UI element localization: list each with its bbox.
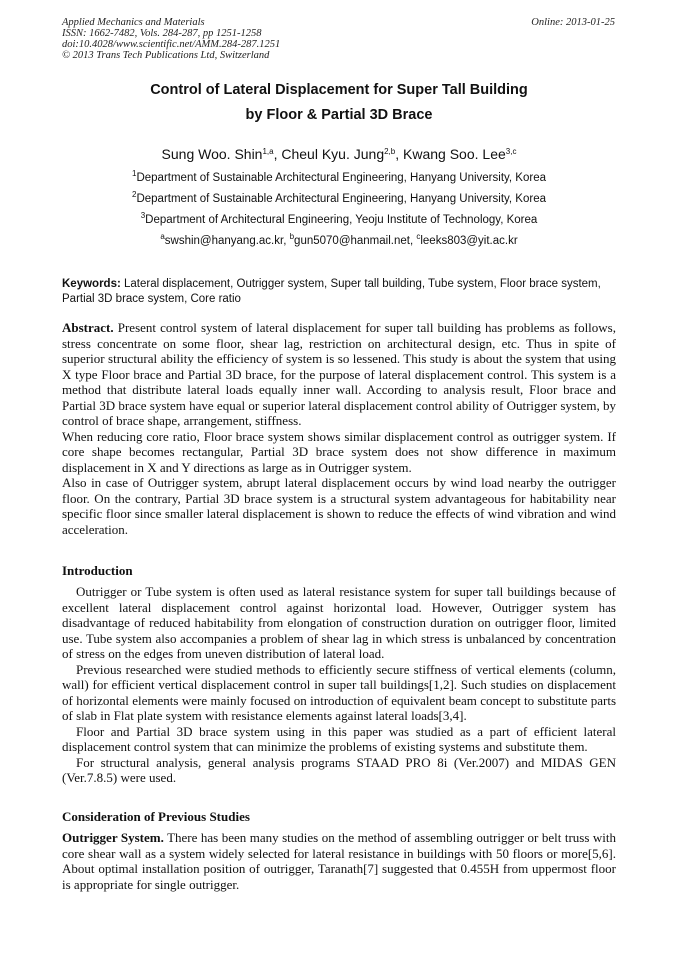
affiliation-superscript: 1 <box>132 169 137 178</box>
abstract-paragraph-2: When reducing core ratio, Floor brace system shows similar displacement control as outrigger system. If core shape becomes rectangular, Partial 3D brace system does not show difference in maximum displacement in X and Y directions as large as in Outrigger system. <box>62 428 616 475</box>
author-superscript: 2,b <box>384 147 396 156</box>
affiliation-2 <box>62 190 616 205</box>
author-list: Sung Woo. Shin$^{1,a}$, Cheul Kyu. Jung$^{2,b}$, Kwang Soo. Lee$^{3,c}$ <box>161 146 517 162</box>
paper-title-line-2: by Floor & Partial 3D Brace <box>245 107 433 123</box>
journal-name: Applied Mechanics and Materials <box>62 17 205 28</box>
affiliation-3 <box>62 211 616 226</box>
affiliation-1 <box>62 169 616 184</box>
email-superscript: b <box>289 232 295 241</box>
intro-paragraph-1: Outrigger or Tube system is often used as lateral resistance system for super tall buildings because of excellent lateral displacement control against horizontal load. However, Outrigger system has disadvantage of reduced habitability from elongation of construction duration on outrigger floor, limited use. Tube system also accompanies a problem of shear lag in which stress is unbalanced by concentration of stress on the edges from uneven distribution of lateral load. <box>62 584 616 661</box>
affiliation-text: Department of Architectural Engineering, Yeoju Institute of Technology, Korea <box>145 214 538 226</box>
author-name: Sung Woo. Shin <box>161 146 263 162</box>
copyright-line: © 2013 Trans Tech Publications Ltd, Switzerland <box>62 50 270 61</box>
previous-studies-section <box>62 830 616 892</box>
keywords-text: Lateral displacement, Outrigger system, Super tall building, Tube system, Floor brace system, Partial 3D brace system, Core ratio <box>62 278 601 305</box>
affiliation-text: Department of Sustainable Architectural Engineering, Hanyang University, Korea <box>136 172 546 184</box>
doi-line: doi:10.4028/www.scientific.net/AMM.284-287.1251 <box>62 39 281 50</box>
email-superscript: c <box>416 232 421 241</box>
previous-studies-heading: Consideration of Previous Studies <box>62 809 250 824</box>
author-superscript: 3,c <box>505 147 517 156</box>
paper-title-line-1: Control of Lateral Displacement for Super Tall Building <box>150 82 528 98</box>
email-address[interactable]: leeks803@yit.ac.kr <box>420 235 518 247</box>
issn-line: ISSN: 1662-7482, Vols. 284-287, pp 1251-1258 <box>62 28 262 39</box>
intro-paragraph-3: Floor and Partial 3D brace system using in this paper was studied as a part of efficient lateral displacement control system that can minimize the problems of existing systems and substitute them. <box>62 723 616 754</box>
online-date: Online: 2013-01-25 <box>531 17 615 28</box>
affiliation-text: Department of Sustainable Architectural Engineering, Hanyang University, Korea <box>136 193 546 205</box>
outrigger-system-label: Outrigger System. <box>62 830 164 845</box>
author-name: Kwang Soo. Lee <box>403 146 506 162</box>
email-address[interactable]: swshin@hanyang.ac.kr <box>164 235 284 247</box>
author-name: Cheul Kyu. Jung <box>281 146 385 162</box>
affiliation-superscript: 3 <box>140 211 146 220</box>
email-line: $^a$swshin@hanyang.ac.kr, $^b$gun5070@hanmail.net, $^c$leeks803@yit.ac.kr <box>160 232 518 247</box>
abstract-paragraph-3: Also in case of Outrigger system, abrupt lateral displacement occurs by wind load nearby the outrigger floor. On the contrary, Partial 3D brace system is a structural system advantageous for habitability near specific floor since smaller lateral displacement is shown to reduce the effects of wind vibration and wind acceleration. <box>62 475 616 537</box>
abstract-text-1: Present control system of lateral displacement for super tall building has problems as follows, stress concentrate on some floor, shear lag, restriction on architectural design, etc. Thus in spite of superior structural ability the efficiency of system is so lessened. This study is about the system that using X type Floor brace and Partial 3D brace, for the purpose of lateral displacement control. This system is a method that distribute lateral loads equally inner wall. According to analysis result, Floor brace and Partial 3D brace system have equal or superior lateral displacement control ability of Outrigger system, by control of brace shape, arrangement, stiffness. <box>62 320 616 428</box>
keywords-label: Keywords: <box>62 278 121 290</box>
abstract-paragraph-1 <box>62 320 616 429</box>
intro-paragraph-4: For structural analysis, general analysis programs STAAD PRO 8i (Ver.2007) and MIDAS GEN (Ver.7.8.5) were used. <box>62 754 616 785</box>
affiliation-superscript: 2 <box>132 190 137 199</box>
author-superscript: 1,a <box>262 147 274 156</box>
keywords-block <box>62 277 616 306</box>
intro-paragraph-2: Previous researched were studied methods to efficiently secure stiffness of vertical elements (column, wall) for efficient vertical displacement control in super tall buildings[1,2]. Such studies on displacement of horizontal elements were mainly focused on introduction of equivalent beam concept to substitute parts of slab in Flat plate system with resistance elements against lateral loads[3,4]. <box>62 661 616 723</box>
introduction-section <box>62 584 616 786</box>
abstract-section <box>62 320 616 537</box>
introduction-heading: Introduction <box>62 563 133 578</box>
previous-paragraph-1 <box>62 830 616 892</box>
abstract-label: Abstract. <box>62 320 114 335</box>
email-address[interactable]: gun5070@hanmail.net <box>294 235 410 247</box>
previous-text-1: There has been many studies on the method of assembling outrigger or belt truss with core shear wall as a system widely selected for lateral resistance in buildings with 50 floors or more[5,6]. About optimal installation position of outrigger, Taranath[7] suggested that 0.455H from uppermost floor is appropriate for single outrigger. <box>62 830 617 892</box>
email-superscript: a <box>160 232 165 241</box>
